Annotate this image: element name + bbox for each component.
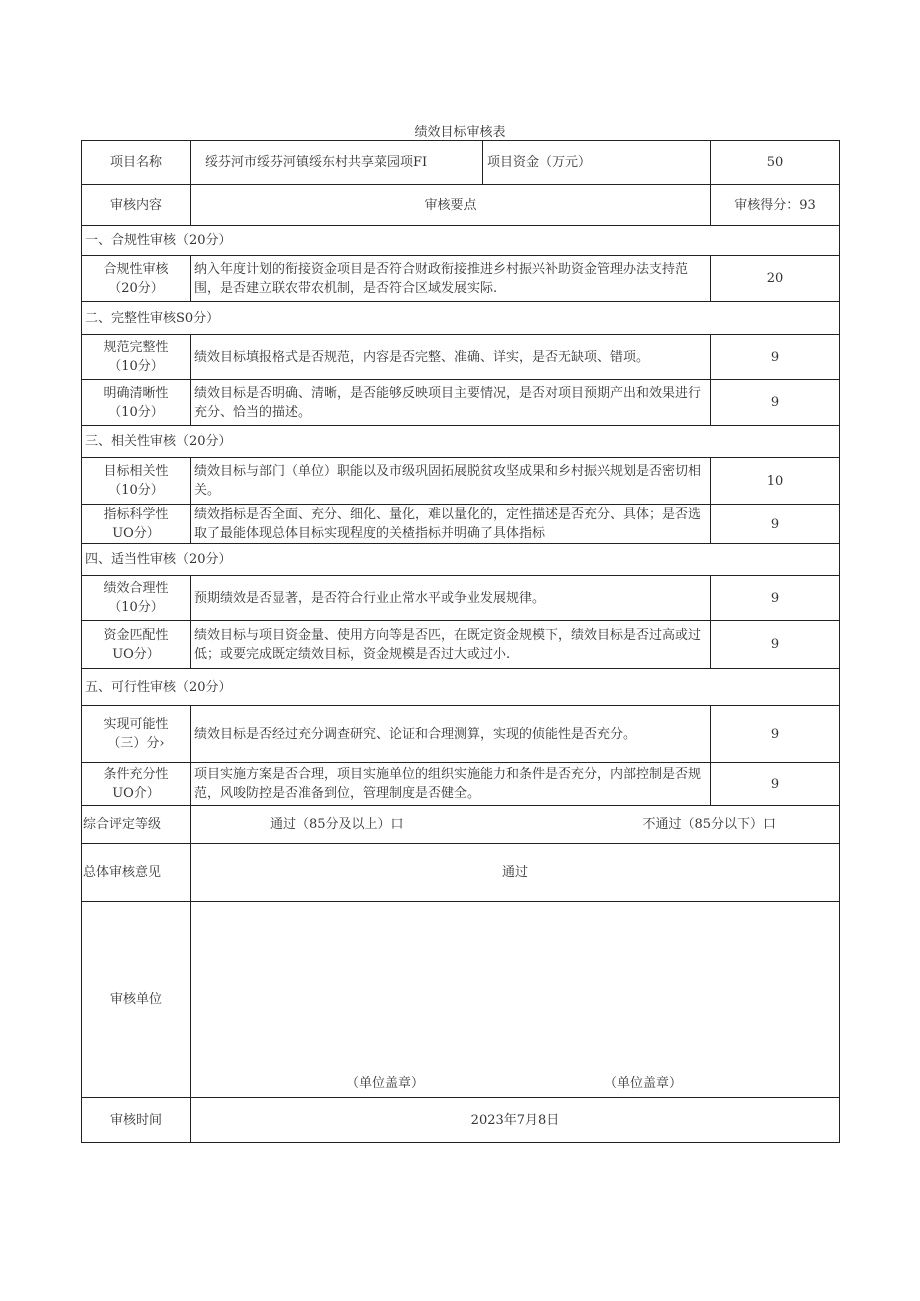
criteria-row bbox=[82, 576, 840, 621]
criteria-row bbox=[82, 706, 840, 763]
criteria-score: 9 bbox=[711, 763, 840, 806]
criteria-description: 绩效目标与项目资金量、使用方向等是否匹，在既定资金规模下，绩效目标是否过高或过低；或要完成既定绩效目标，资金规模是否过大或过小. bbox=[191, 621, 711, 669]
criteria-score: 9 bbox=[711, 505, 840, 544]
column-header-row bbox=[82, 185, 840, 226]
criteria-score: 9 bbox=[711, 706, 840, 763]
project-row bbox=[82, 141, 840, 185]
criteria-label: 实现可能性 （三）分› bbox=[82, 706, 191, 763]
unit-seal-area bbox=[191, 902, 840, 1098]
criteria-score: 9 bbox=[711, 576, 840, 621]
review-table bbox=[81, 140, 840, 1143]
funds-label: 项目资金（万元） bbox=[483, 141, 711, 185]
project-name-label: 项目名称 bbox=[82, 141, 191, 185]
criteria-score: 10 bbox=[711, 458, 840, 505]
criteria-score: 9 bbox=[711, 335, 840, 380]
page-title: 绩效目标审核表 bbox=[414, 125, 506, 140]
opinion-label: 总体审核意见 bbox=[82, 844, 191, 902]
criteria-description: 绩效目标是否明确、清晰，是否能够反映项目主要情况，是否对项目预期产出和效果进行充分、恰当的描述。 bbox=[191, 380, 711, 426]
funds-value: 50 bbox=[711, 141, 840, 185]
opinion-value: 通过 bbox=[191, 844, 840, 902]
criteria-label: 指标科学性 UO分） bbox=[82, 505, 191, 544]
criteria-score: 9 bbox=[711, 380, 840, 426]
criteria-score: 20 bbox=[711, 256, 840, 302]
criteria-description: 绩效目标是否经过充分调查研究、论证和合理测算，实现的侦能性是否充分。 bbox=[191, 706, 711, 763]
score-column-label: 审核得分：93 bbox=[711, 185, 840, 226]
rating-pass-option: 通过（85分及以上）口 bbox=[191, 806, 483, 844]
criteria-description: 纳入年度计划的衔接资金项目是否符合财政衔接推进乡村振兴补助资金管理办法支持范围，是否建立联农带农机制，是否符合区域发展实际. bbox=[191, 256, 711, 302]
criteria-label: 条件充分性 UO介） bbox=[82, 763, 191, 806]
criteria-description: 绩效目标填报格式是否规范，内容是否完整、准确、详实，是否无缺项、错项。 bbox=[191, 335, 711, 380]
time-row bbox=[82, 1098, 840, 1143]
section-heading bbox=[82, 544, 840, 576]
rating-fail-option: 不通过（85分以下）口 bbox=[483, 806, 840, 844]
criteria-label: 资金匹配性 UO分） bbox=[82, 621, 191, 669]
criteria-row bbox=[82, 256, 840, 302]
section-2-heading: 二、完整性审核S0分） bbox=[82, 302, 840, 335]
criteria-row bbox=[82, 621, 840, 669]
criteria-label: 规范完整性 （10分） bbox=[82, 335, 191, 380]
time-label: 审核时间 bbox=[82, 1098, 191, 1143]
section-heading bbox=[82, 226, 840, 256]
criteria-label: 明确清晰性 （10分） bbox=[82, 380, 191, 426]
section-4-heading: 四、适当性审核（20分） bbox=[82, 544, 840, 576]
unit-seal-1: （单位盖章） bbox=[346, 1076, 425, 1091]
project-name-value: 绥芬河市绥芬河镇绥东村共享菜园项FI bbox=[191, 141, 483, 185]
points-column-label: 审核要点 bbox=[191, 185, 711, 226]
section-heading bbox=[82, 426, 840, 458]
criteria-description: 绩效指标是否全面、充分、细化、量化，难以量化的，定性描述是否充分、具体；是否选取了最能体现总体目标实现程度的关楂指标并明确了具体指标 bbox=[191, 505, 711, 544]
criteria-label: 绩效合理性 （10分） bbox=[82, 576, 191, 621]
content-column-label: 审核内容 bbox=[82, 185, 191, 226]
criteria-score: 9 bbox=[711, 621, 840, 669]
unit-seal-2: （单位盖章） bbox=[604, 1076, 683, 1091]
section-1-heading: 一、合规性审核（20分） bbox=[82, 226, 840, 256]
time-value: 2023年7月8日 bbox=[191, 1098, 840, 1143]
criteria-description: 绩效目标与部门（单位）职能以及市级巩固拓展脱贫攻坚成果和乡村振兴规划是否密切相关。 bbox=[191, 458, 711, 505]
criteria-label: 目标相关性 （10分） bbox=[82, 458, 191, 505]
criteria-row bbox=[82, 458, 840, 505]
criteria-description: 预期绩效是否显著，是否符合行业止常水平或争业发展规律。 bbox=[191, 576, 711, 621]
criteria-row bbox=[82, 380, 840, 426]
section-5-heading: 五、可行性审核（20分） bbox=[82, 669, 840, 706]
rating-row bbox=[82, 806, 840, 844]
criteria-description: 项目实施方案是否合理，项目实施单位的组织实施能力和条件是否充分，内部控制是否规范，风唆防控是否准备到位，管理制度是否健全。 bbox=[191, 763, 711, 806]
criteria-row bbox=[82, 505, 840, 544]
criteria-row bbox=[82, 763, 840, 806]
rating-label: 综合评定等级 bbox=[82, 806, 191, 844]
criteria-row bbox=[82, 335, 840, 380]
section-heading bbox=[82, 302, 840, 335]
unit-label: 审核单位 bbox=[82, 902, 191, 1098]
unit-row bbox=[82, 902, 840, 1098]
opinion-row bbox=[82, 844, 840, 902]
criteria-label: 合规性审核 （20分） bbox=[82, 256, 191, 302]
section-heading bbox=[82, 669, 840, 706]
section-3-heading: 三、相关性审核（20分） bbox=[82, 426, 840, 458]
